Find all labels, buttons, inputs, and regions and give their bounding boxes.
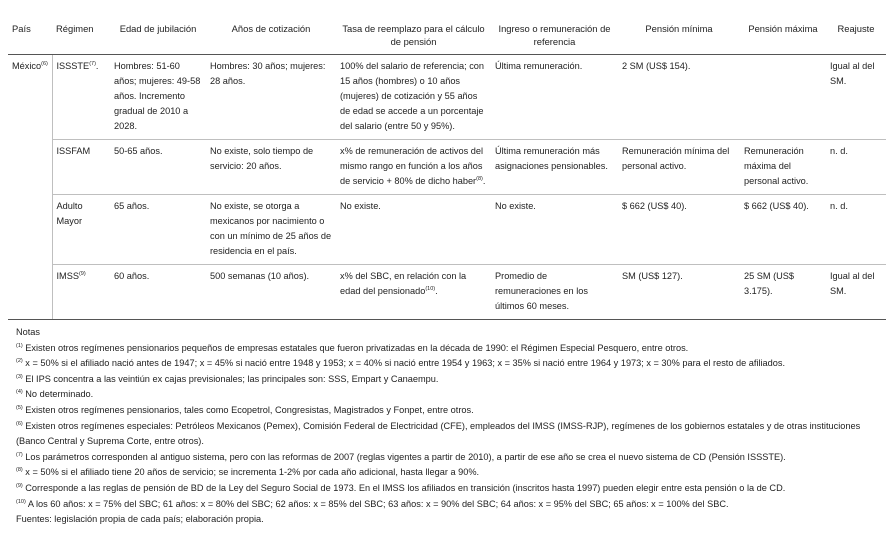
footnote-number: (3): [16, 373, 23, 380]
footnote-number: (2): [16, 358, 23, 365]
footnote-text: x = 50% si el afiliado tiene 20 años de servicio; se incrementa 1-2% por cada año adicional, hasta llegar a 90%.: [25, 467, 480, 478]
ingreso-cell: Última remuneración más asignaciones pensionables.: [491, 140, 618, 195]
footnote-number: (10): [16, 498, 26, 505]
regimen-cell: ISSFAM: [52, 140, 110, 195]
reajuste-cell: Igual al del SM.: [826, 55, 886, 140]
country-footnote: (6): [41, 60, 48, 67]
country-name: México: [12, 61, 42, 71]
table-row: [8, 195, 886, 265]
footnote: [16, 465, 886, 481]
reajuste-cell: n. d.: [826, 140, 886, 195]
anios-cell: No existe, solo tiempo de servicio: 20 años.: [206, 140, 336, 195]
maxima-cell: 25 SM (US$ 3.175).: [740, 265, 826, 320]
tasa-footnote: (10): [425, 285, 436, 292]
pension-table: [8, 18, 886, 320]
tasa-end: .: [435, 286, 438, 296]
header-regimen: Régimen: [52, 18, 110, 55]
header-maxima: Pensión máxima: [740, 18, 826, 55]
footnote-text: Los parámetros corresponden al antiguo sistema, pero con las reformas de 2007 (reglas vigentes a partir de 2010), a partir de ese año se crea el nuevo sistema de CD (Pensión ISSSTE).: [25, 451, 786, 462]
ingreso-cell: No existe.: [491, 195, 618, 265]
reajuste-cell: n. d.: [826, 195, 886, 265]
footnote: [16, 497, 886, 513]
footnote-text: Existen otros regímenes especiales: Petróleos Mexicanos (Pemex), Comisión Federal de Electricidad (CFE), empleados del IMSS (IMSS-RJP), regímenes de los gobiernos estatales y de otras instituciones (Banco Central y Suprema Corte, entre otros).: [16, 420, 861, 447]
tasa-cell: No existe.: [336, 195, 491, 265]
tasa-text: x% del SBC, en relación con la edad del pensionado: [340, 271, 467, 296]
footnote-number: (7): [16, 451, 23, 458]
footnote: [16, 419, 886, 450]
footnote: [16, 481, 886, 497]
table-row: [8, 265, 886, 320]
regimen-label: IMSS: [56, 271, 79, 281]
edad-cell: 60 años.: [110, 265, 206, 320]
anios-cell: No existe, se otorga a mexicanos por nacimiento o con un mínimo de 25 años de residencia en el país.: [206, 195, 336, 265]
regimen-label: ISSSTE: [56, 61, 90, 71]
footnote: [16, 387, 886, 403]
reajuste-cell: Igual al del SM.: [826, 265, 886, 320]
footnote-text: El IPS concentra a las veintiún ex cajas previsionales; las principales son: SSS, Empart y Canaempu.: [25, 373, 439, 384]
anios-cell: Hombres: 30 años; mujeres: 28 años.: [206, 55, 336, 140]
footnote-number: (1): [16, 342, 23, 349]
tasa-cell: 100% del salario de referencia; con 15 años (hombres) o 10 años (mujeres) de cotización y 55 años de edad se accede a un porcentaje del salario (entre 50 y 95%).: [336, 55, 491, 140]
maxima-cell: $ 662 (US$ 40).: [740, 195, 826, 265]
tasa-cell: [336, 265, 491, 320]
maxima-cell: Remuneración máxima del personal activo.: [740, 140, 826, 195]
regimen-cell: ISSSTE$^{(7)}$.: [52, 55, 110, 140]
minima-cell: Remuneración mínima del personal activo.: [618, 140, 740, 195]
ingreso-cell: Última remuneración.: [491, 55, 618, 140]
footnote: [16, 341, 886, 357]
anios-cell: 500 semanas (10 años).: [206, 265, 336, 320]
header-pais: País: [8, 18, 52, 55]
header-tasa: Tasa de reemplazo para el cálculo de pensión: [336, 18, 491, 55]
minima-cell: 2 SM (US$ 154).: [618, 55, 740, 140]
edad-cell: 65 años.: [110, 195, 206, 265]
tasa-cell: x% de remuneración de activos del mismo rango en función a los años de servicio + 80% de dicho haber$^{(8)}$.: [336, 140, 491, 195]
header-ingreso: Ingreso o remuneración de referencia: [491, 18, 618, 55]
notes-section: [16, 325, 886, 528]
header-row: [8, 18, 886, 55]
header-minima: Pensión mínima: [618, 18, 740, 55]
header-edad: Edad de jubilación: [110, 18, 206, 55]
minima-cell: $ 662 (US$ 40).: [618, 195, 740, 265]
regimen-footnote: (7): [89, 60, 96, 67]
footnote-number: (6): [16, 420, 23, 427]
tasa-text: x% de remuneración de activos del mismo rango en función a los años de servicio + 80% de dicho haber: [340, 146, 483, 186]
notes-title: Notas: [16, 327, 41, 337]
footnote-number: (5): [16, 404, 23, 411]
table-row: [8, 55, 886, 140]
footnote-text: No determinado.: [25, 389, 94, 400]
footnote-text: Existen otros regímenes pensionarios pequeños de empresas estatales que fueron privatizadas en la década de 1990: el Régimen Especial Pesquero, entre otros.: [25, 342, 689, 353]
edad-cell: Hombres: 51-60 años; mujeres: 49-58 años. Incremento gradual de 2010 a 2028.: [110, 55, 206, 140]
regimen-cell: Adulto Mayor: [52, 195, 110, 265]
footnote-text: x = 50% si el afiliado nació antes de 1947; x = 45% si nació entre 1948 y 1953; x = 40% si nació entre 1954 y 1963; x = 35% si nació entre 1964 y 1973; x = 30% para el resto de afiliados.: [25, 358, 786, 369]
footnote-number: (4): [16, 389, 23, 396]
header-anios: Años de cotización: [206, 18, 336, 55]
footnote-number: (9): [16, 482, 23, 489]
footnote: [16, 372, 886, 388]
minima-cell: SM (US$ 127).: [618, 265, 740, 320]
country-cell: [8, 55, 52, 320]
regimen-footnote: (9): [78, 270, 86, 277]
header-reajuste: Reajuste: [826, 18, 886, 55]
tasa-footnote: (8): [476, 175, 483, 182]
ingreso-cell: Promedio de remuneraciones en los últimos 60 meses.: [491, 265, 618, 320]
footnote: [16, 450, 886, 466]
footnote: [16, 403, 886, 419]
footnote: [16, 356, 886, 372]
regimen-cell: [52, 265, 110, 320]
footnote-text: Existen otros regímenes pensionarios, tales como Ecopetrol, Congresistas, Magistrados y Fonpet, entre otros.: [25, 404, 474, 415]
table-row: [8, 140, 886, 195]
footnote-number: (8): [16, 467, 23, 474]
edad-cell: 50-65 años.: [110, 140, 206, 195]
sources-line: Fuentes: legislación propia de cada país; elaboración propia.: [16, 514, 264, 525]
footnote-text: Corresponde a las reglas de pensión de BD de la Ley del Seguro Social de 1973. En el IMSS los afiliados en transición (inscritos hasta 1997) pueden elegir entre esta pensión o la de CD.: [25, 482, 786, 493]
footnote-text: A los 60 años: x = 75% del SBC; 61 años: x = 80% del SBC; 62 años: x = 85% del SBC; 63 años: x = 90% del SBC; 64 años: x = 95% del SBC; 65 años: x = 100% del SBC.: [27, 498, 729, 509]
maxima-cell: [740, 55, 826, 140]
